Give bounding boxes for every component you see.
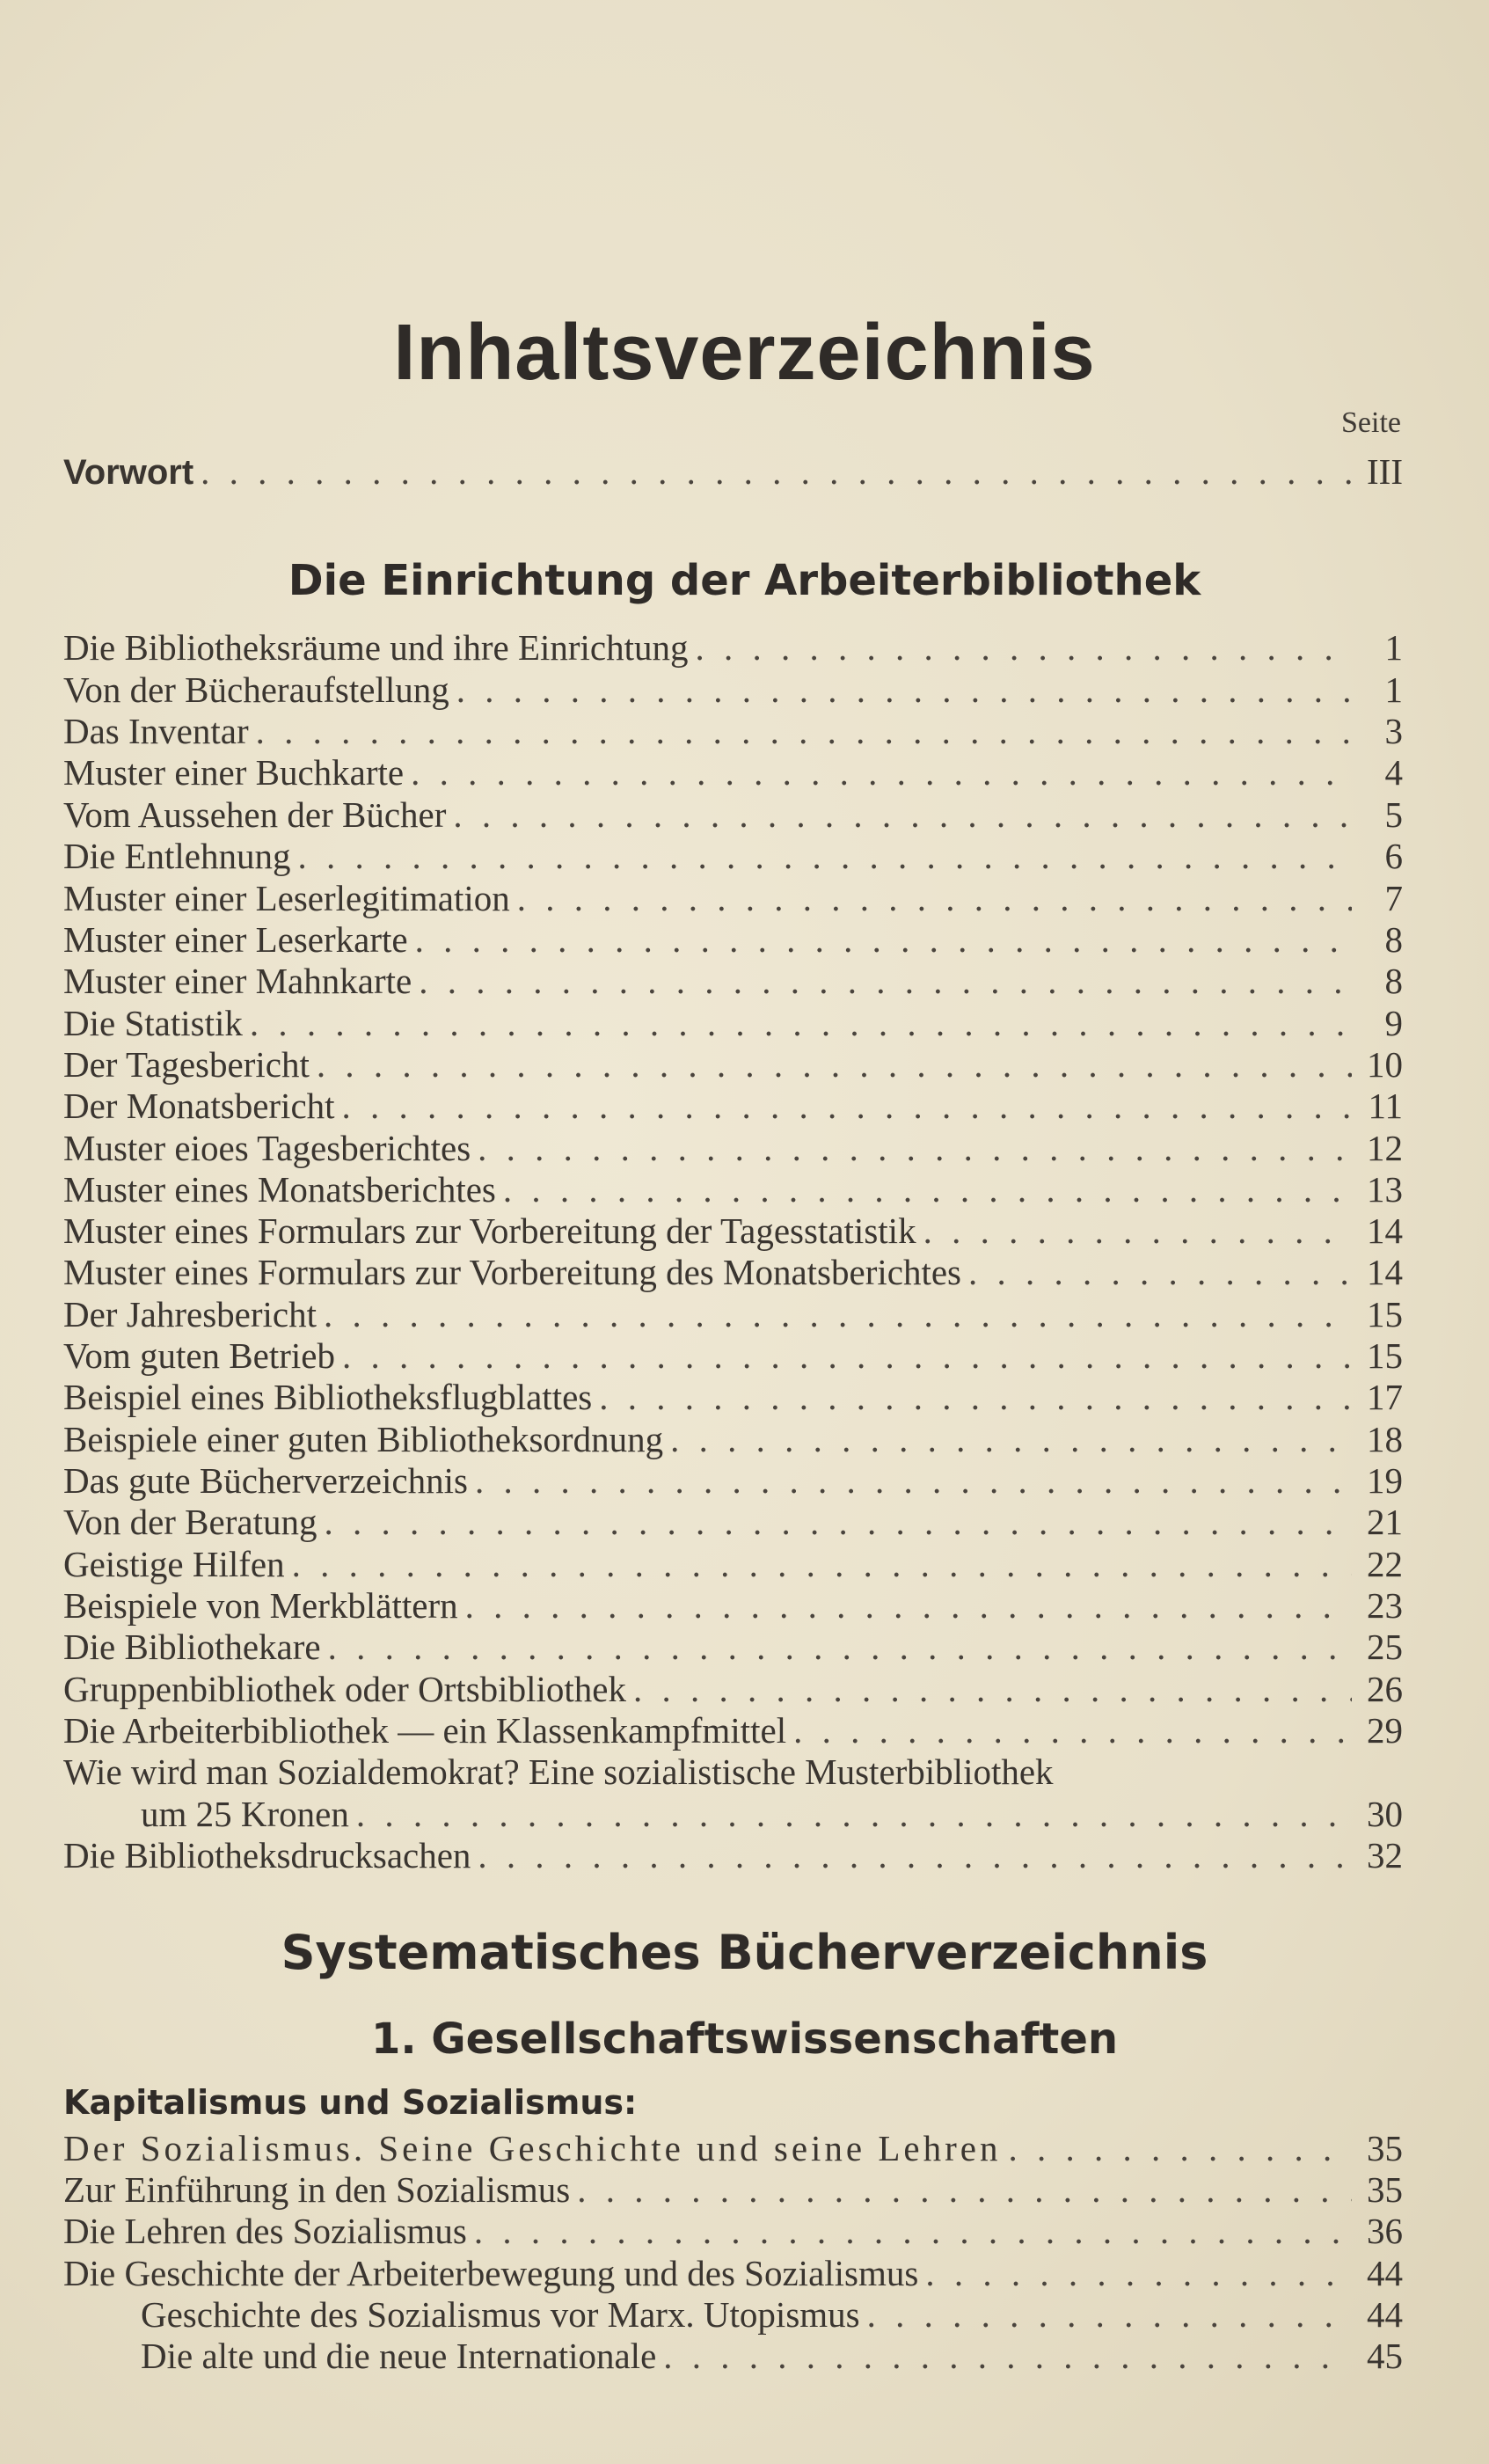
toc-entry-page: 14 — [1367, 1210, 1403, 1251]
toc-entry-label: Die Entlehnung — [63, 836, 291, 876]
toc-entry-label: Die alte und die neue Internationale — [141, 2336, 657, 2376]
leader-dots — [599, 1376, 1352, 1418]
toc-entry-page: 15 — [1367, 1294, 1403, 1334]
leader-dots — [328, 1626, 1352, 1668]
toc-entry-page: 29 — [1367, 1710, 1403, 1751]
toc-entry-label: Muster eioes Tagesberichtes — [63, 1128, 471, 1168]
toc-entry — [63, 1459, 1403, 1502]
toc-entry-page: 35 — [1367, 2169, 1403, 2210]
toc-entry-label: Muster eines Formulars zur Vorbereitung des Monatsberichtes — [63, 1252, 961, 1292]
toc-entry-label: Die Bibliotheksdrucksachen — [63, 1835, 471, 1875]
leader-dots — [923, 1210, 1352, 1252]
toc-entry-label: Muster eines Formulars zur Vorbereitung der Tagesstatistik — [63, 1210, 916, 1251]
toc-entry — [63, 1251, 1403, 1293]
toc-entry-label: Der Sozialismus. Seine Geschichte und seine Lehren — [63, 2128, 1002, 2168]
toc-entry — [63, 1501, 1403, 1543]
toc-entry-page: 14 — [1367, 1252, 1403, 1292]
toc-entry — [63, 1168, 1403, 1210]
toc-entry-label: Muster einer Leserkarte — [63, 919, 408, 960]
toc-entry-page: 9 — [1384, 1003, 1403, 1043]
group-label: Kapitalismus und Sozialismus: — [63, 2083, 638, 2122]
toc-entry-label: Zur Einführung in den Sozialismus — [63, 2169, 571, 2210]
toc-entry-label: Die Arbeiterbibliothek — ein Klassenkampfmittel — [63, 1710, 787, 1751]
toc-entry-page: 4 — [1384, 752, 1403, 793]
toc-entry-page: 30 — [1367, 1794, 1403, 1834]
toc-entry-page: 10 — [1367, 1044, 1403, 1085]
toc-entry-page: 22 — [1367, 1544, 1403, 1584]
toc-entry — [141, 2293, 1403, 2336]
toc-entry — [63, 835, 1403, 877]
leader-dots — [324, 1501, 1352, 1543]
leader-dots — [670, 1418, 1352, 1460]
subsection-heading: 1. Gesellschaftswissenschaften — [370, 2014, 1119, 2064]
toc-entry — [63, 918, 1403, 961]
toc-entry — [63, 1668, 1403, 1710]
toc-entry-page: 44 — [1367, 2294, 1403, 2335]
toc-entry-page: 1 — [1384, 627, 1403, 668]
toc-entry — [63, 2168, 1403, 2211]
leader-dots — [633, 1668, 1352, 1710]
toc-entry-page: 7 — [1384, 878, 1403, 918]
toc-entry-label: um 25 Kronen — [141, 1794, 349, 1834]
toc-entry — [63, 1584, 1403, 1627]
toc-entry-label: Das gute Bücherverzeichnis — [63, 1460, 468, 1501]
leader-dots — [250, 1002, 1352, 1044]
toc-entry — [63, 710, 1403, 752]
leader-dots — [478, 1834, 1352, 1876]
toc-entry-label: Der Jahresbericht — [63, 1294, 318, 1334]
toc-entry — [63, 1002, 1403, 1044]
toc-entry-page: 1 — [1384, 669, 1403, 710]
leader-dots — [342, 1334, 1352, 1377]
toc-entry-foreword — [63, 450, 1403, 493]
page-column-label: Seite — [1341, 406, 1401, 439]
toc-entry-label: Die Statistik — [63, 1003, 243, 1043]
toc-entry-label: Beispiele von Merkblättern — [63, 1585, 458, 1626]
toc-entry-wrapped-line1: Wie wird man Sozialdemokrat? Eine sozialistische Musterbibliothek — [63, 1751, 1054, 1792]
toc-entry — [63, 1626, 1403, 1668]
section-heading-einrichtung: Die Einrichtung der Arbeiterbibliothek — [288, 556, 1201, 605]
toc-entry-page: 35 — [1367, 2128, 1403, 2168]
toc-entry-label: Muster einer Mahnkarte — [63, 961, 412, 1001]
leader-dots — [324, 1293, 1352, 1335]
toc-entry — [63, 1834, 1403, 1876]
toc-entry-page: 21 — [1367, 1502, 1403, 1542]
toc-entry-page: 17 — [1367, 1377, 1403, 1417]
toc-entry-page: 15 — [1367, 1335, 1403, 1376]
toc-entry — [63, 2210, 1403, 2252]
leader-dots — [478, 1127, 1352, 1169]
leader-dots — [968, 1251, 1352, 1293]
leader-dots — [256, 710, 1352, 752]
toc-entry-label: Die Bibliothekare — [63, 1627, 321, 1667]
toc-entry-page: 44 — [1367, 2253, 1403, 2293]
toc-entry-page: III — [1367, 451, 1403, 492]
leader-dots — [1008, 2127, 1352, 2169]
leader-dots — [475, 1459, 1352, 1502]
toc-entry-page: 32 — [1367, 1835, 1403, 1875]
toc-entry-label: Die Lehren des Sozialismus — [63, 2211, 467, 2251]
toc-entry — [63, 626, 1403, 669]
toc-entry — [63, 751, 1403, 793]
toc-entry-label: Geschichte des Sozialismus vor Marx. Utopismus — [141, 2294, 860, 2335]
toc-entry-page: 8 — [1384, 919, 1403, 960]
toc-entry-label: Die Bibliotheksräume und ihre Einrichtung — [63, 627, 689, 668]
toc-entry — [63, 877, 1403, 919]
leader-dots — [517, 877, 1352, 919]
leader-dots — [663, 2335, 1352, 2377]
leader-dots — [419, 960, 1352, 1002]
page-title: Inhaltsverzeichnis — [393, 309, 1096, 397]
leader-dots — [503, 1168, 1352, 1210]
toc-entry-label: Beispiel eines Bibliotheksflugblattes — [63, 1377, 593, 1417]
toc-entry — [63, 1127, 1403, 1169]
leader-dots — [465, 1584, 1352, 1627]
leader-dots — [356, 1793, 1352, 1835]
toc-entry-page: 3 — [1384, 711, 1403, 751]
toc-entry — [63, 1085, 1403, 1127]
toc-entry — [63, 1418, 1403, 1460]
toc-entry-page: 45 — [1367, 2336, 1403, 2376]
toc-entry-page: 6 — [1384, 836, 1403, 876]
toc-entry-page: 5 — [1384, 794, 1403, 835]
leader-dots — [317, 1043, 1352, 1086]
toc-entry — [63, 1043, 1403, 1086]
leader-dots — [867, 2293, 1352, 2336]
toc-entry — [63, 1210, 1403, 1252]
toc-entry-page: 18 — [1367, 1419, 1403, 1459]
toc-entry — [63, 669, 1403, 711]
toc-entry-label: Die Geschichte der Arbeiterbewegung und des Sozialismus — [63, 2253, 919, 2293]
toc-entry-label: Muster einer Buchkarte — [63, 752, 405, 793]
leader-dots — [415, 918, 1352, 961]
leader-dots — [793, 1709, 1352, 1751]
toc-entry-label: Das Inventar — [63, 711, 249, 751]
leader-dots — [577, 2168, 1352, 2211]
leader-dots — [292, 1543, 1352, 1585]
toc-entry-page: 25 — [1367, 1627, 1403, 1667]
toc-entry — [63, 793, 1403, 836]
section-heading-buecherverzeichnis: Systematisches Bücherverzeichnis — [281, 1925, 1208, 1980]
toc-entry — [63, 2127, 1403, 2169]
toc-entry-label: Vom Aussehen der Bücher — [63, 794, 447, 835]
toc-entry-page: 19 — [1367, 1460, 1403, 1501]
toc-entry-page: 36 — [1367, 2211, 1403, 2251]
toc-entry-label: Geistige Hilfen — [63, 1544, 285, 1584]
toc-entry-page: 8 — [1384, 961, 1403, 1001]
toc-entry-label: Muster einer Leserlegitimation — [63, 878, 510, 918]
toc-entry-label: Vorwort — [63, 453, 194, 492]
toc-entry-label: Vom guten Betrieb — [63, 1335, 335, 1376]
leader-dots — [456, 669, 1352, 711]
toc-entry — [63, 1376, 1403, 1418]
leader-dots — [411, 751, 1352, 793]
toc-entry — [63, 1334, 1403, 1377]
leader-dots — [297, 835, 1352, 877]
leader-dots — [342, 1085, 1352, 1127]
leader-dots — [201, 450, 1352, 493]
toc-entry-label: Der Tagesbericht — [63, 1044, 310, 1085]
toc-entry — [63, 2252, 1403, 2294]
toc-entry-page: 13 — [1367, 1169, 1403, 1210]
toc-entry-label: Gruppenbibliothek oder Ortsbibliothek — [63, 1669, 626, 1709]
toc-entry-page: 12 — [1367, 1128, 1403, 1168]
leader-dots — [474, 2210, 1352, 2252]
toc-entry-label: Der Monatsbericht — [63, 1086, 335, 1126]
leader-dots — [453, 793, 1352, 836]
leader-dots — [696, 626, 1352, 669]
toc-entry-wrapped — [141, 1793, 1403, 1835]
toc-entry-label: Beispiele einer guten Bibliotheksordnung — [63, 1419, 664, 1459]
toc-entry — [63, 960, 1403, 1002]
toc-entry — [63, 1709, 1403, 1751]
toc-entry-label: Von der Bücheraufstellung — [63, 669, 449, 710]
toc-entry-label: Muster eines Monatsberichtes — [63, 1169, 496, 1210]
toc-entry-page: 23 — [1367, 1585, 1403, 1626]
toc-entry-label: Von der Beratung — [63, 1502, 318, 1542]
toc-entry-page: 11 — [1368, 1086, 1403, 1126]
toc-entry — [141, 2335, 1403, 2377]
leader-dots — [925, 2252, 1352, 2294]
toc-entry-page: 26 — [1367, 1669, 1403, 1709]
toc-entry — [63, 1293, 1403, 1335]
toc-entry — [63, 1543, 1403, 1585]
